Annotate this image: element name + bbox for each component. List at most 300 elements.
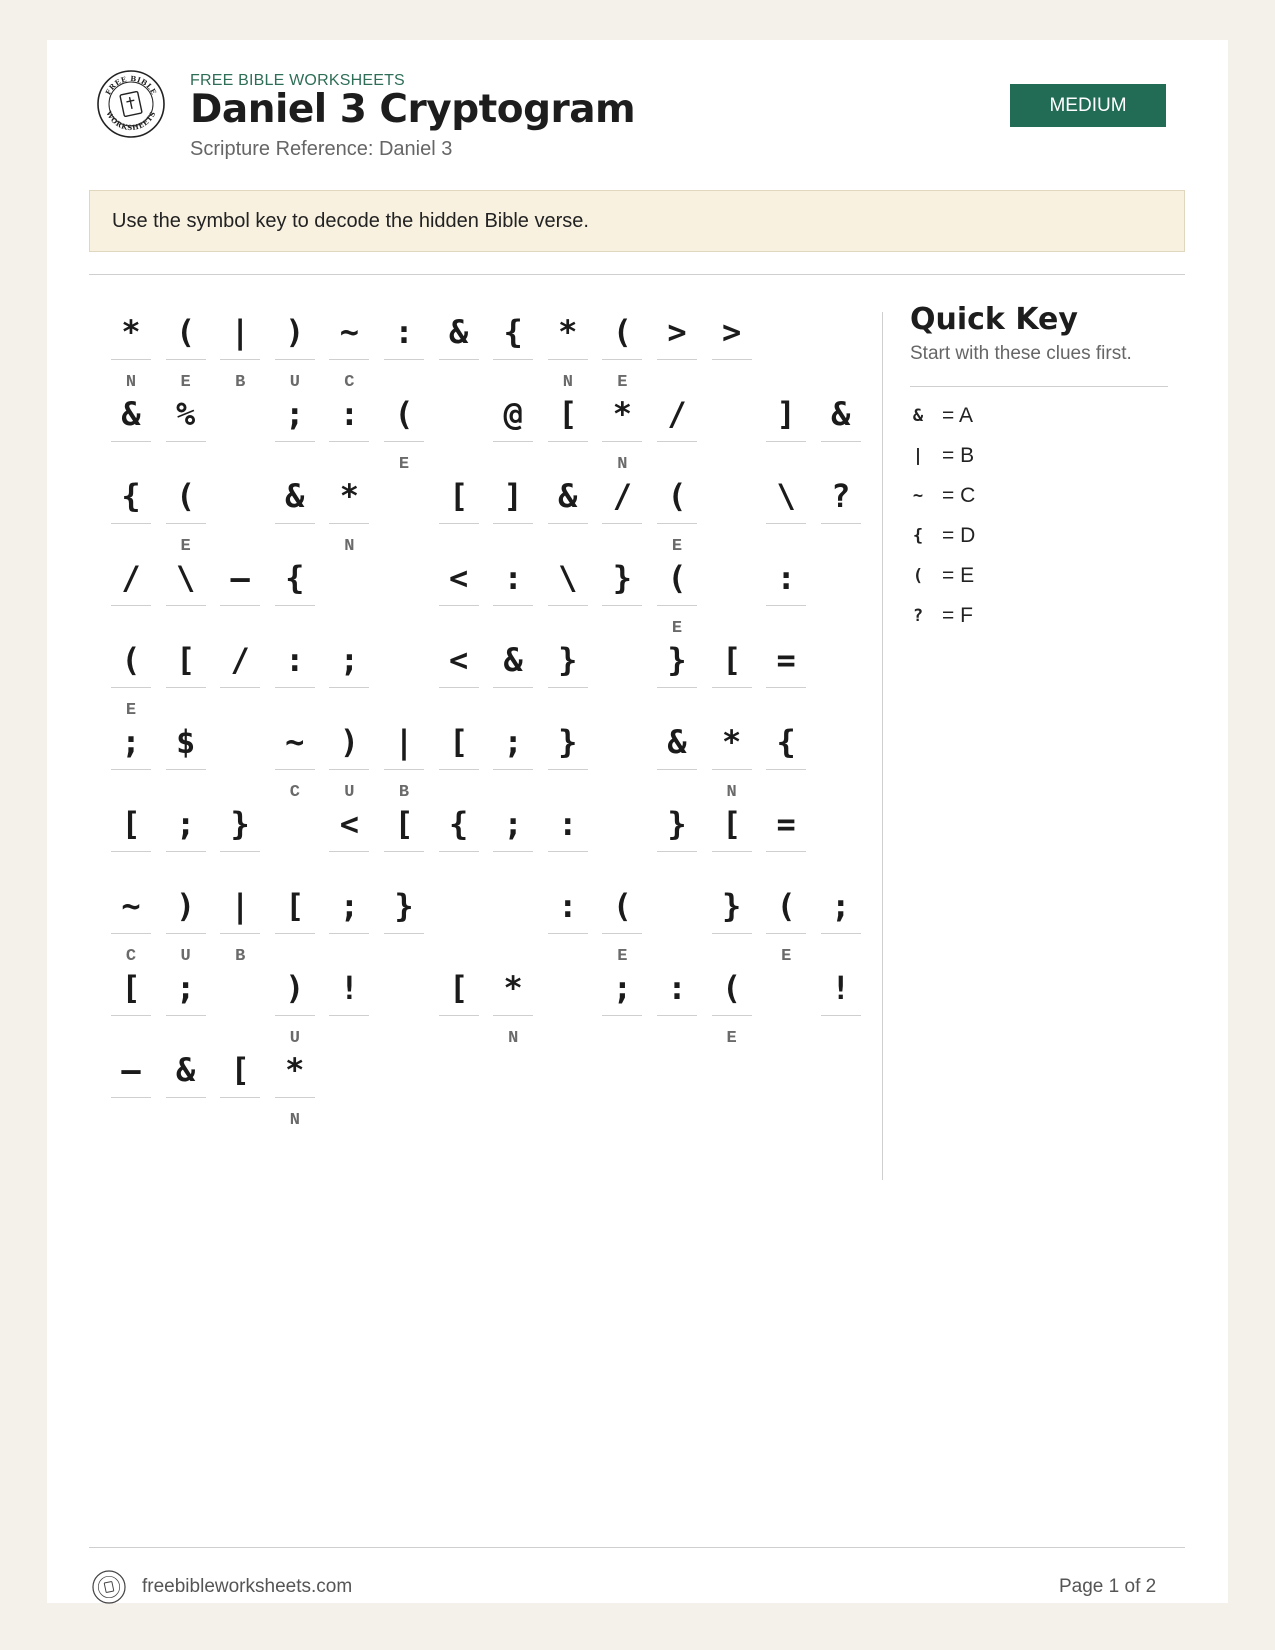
key-entry	[910, 556, 1168, 596]
answer-line	[766, 441, 806, 442]
answer-line	[111, 1097, 151, 1098]
cipher-symbol: =	[776, 805, 796, 843]
answer-line	[384, 851, 424, 852]
quick-key-list	[910, 396, 1168, 636]
answer-line	[712, 851, 752, 852]
cipher-symbol: :	[558, 805, 578, 843]
decoded-letter	[821, 1028, 861, 1050]
cipher-cell[interactable]	[166, 717, 206, 811]
cipher-symbol: ;	[175, 969, 196, 1007]
cipher-symbol: /	[121, 559, 141, 597]
cipher-cell[interactable]	[384, 389, 424, 483]
cryptogram-grid	[111, 307, 851, 1227]
decoded-letter	[602, 1028, 642, 1050]
answer-line	[220, 605, 260, 606]
answer-line	[712, 359, 752, 360]
decoded-letter	[220, 1110, 260, 1132]
cipher-cell[interactable]	[602, 307, 642, 401]
cipher-symbol: (	[175, 313, 196, 351]
answer-line	[493, 359, 533, 360]
decoded-letter	[439, 1028, 479, 1050]
cipher-cell[interactable]	[329, 635, 369, 729]
cipher-cell[interactable]	[220, 307, 260, 401]
cipher-cell[interactable]	[657, 389, 697, 483]
cipher-cell[interactable]	[493, 799, 533, 893]
cipher-cell[interactable]	[111, 717, 151, 811]
cipher-cell[interactable]	[220, 553, 260, 647]
cipher-cell[interactable]	[548, 389, 588, 483]
decoded-letter: E	[180, 537, 191, 556]
cipher-cell[interactable]	[602, 881, 642, 975]
divider	[910, 386, 1168, 387]
cipher-symbol: [	[721, 641, 742, 679]
page-title: Daniel 3 Cryptogram	[190, 87, 636, 132]
answer-line	[111, 523, 151, 524]
cipher-symbol: (	[394, 395, 414, 433]
cipher-cell[interactable]	[166, 963, 206, 1057]
cipher-cell[interactable]	[657, 553, 697, 647]
cipher-symbol: }	[558, 723, 578, 761]
key-symbol: ?	[912, 606, 924, 626]
cipher-symbol: /	[667, 395, 687, 433]
cipher-cell[interactable]	[493, 963, 533, 1057]
cipher-cell[interactable]	[329, 471, 369, 565]
decoded-letter: E	[180, 373, 191, 392]
cipher-cell[interactable]	[275, 553, 315, 647]
cipher-symbol: *	[721, 723, 742, 761]
answer-line	[166, 933, 206, 934]
cipher-symbol: :	[285, 641, 305, 679]
decoded-letter: N	[562, 373, 573, 392]
decoded-letter	[329, 1028, 369, 1050]
cipher-cell[interactable]	[821, 881, 861, 975]
decoded-letter: N	[617, 455, 628, 474]
cipher-symbol: ~	[121, 887, 141, 925]
answer-line	[493, 769, 533, 770]
cipher-cell[interactable]	[166, 881, 206, 975]
cipher-cell[interactable]	[275, 963, 315, 1057]
answer-line	[657, 441, 697, 442]
cipher-cell[interactable]	[384, 307, 424, 401]
cipher-symbol: [	[448, 477, 469, 515]
answer-line	[329, 687, 369, 688]
cipher-cell[interactable]	[220, 635, 260, 729]
decoded-letter: E	[671, 537, 683, 556]
answer-line	[821, 523, 861, 524]
cipher-cell[interactable]	[166, 553, 206, 647]
answer-line	[657, 851, 697, 852]
answer-line	[166, 769, 206, 770]
key-symbol: ~	[912, 486, 924, 506]
cipher-symbol: )	[285, 969, 305, 1007]
cipher-cell[interactable]	[548, 307, 588, 401]
cipher-cell[interactable]	[275, 471, 315, 565]
key-value: = A	[942, 404, 973, 427]
cipher-symbol: }	[558, 641, 578, 679]
cipher-symbol: &	[285, 477, 305, 515]
cipher-symbol: \	[175, 559, 196, 597]
cipher-symbol: ;	[285, 395, 305, 433]
cipher-cell[interactable]	[275, 389, 315, 483]
decoded-letter	[493, 864, 533, 886]
cipher-cell[interactable]	[111, 635, 151, 729]
instructions-text: Use the symbol key to decode the hidden Bible verse.	[112, 210, 589, 232]
cipher-symbol: ;	[612, 969, 633, 1007]
cipher-cell[interactable]	[766, 389, 806, 483]
answer-line	[384, 933, 424, 934]
cipher-symbol: [	[394, 805, 414, 843]
answer-line	[166, 851, 206, 852]
decoded-letter	[602, 618, 642, 640]
cipher-symbol: {	[776, 723, 796, 761]
cipher-symbol: !	[339, 969, 360, 1007]
cipher-cell[interactable]	[821, 471, 861, 565]
answer-line	[275, 933, 315, 934]
cipher-symbol: *	[503, 969, 523, 1007]
cipher-symbol: ~	[285, 723, 305, 761]
decoded-letter: E	[398, 455, 410, 474]
answer-line	[166, 1097, 206, 1098]
cipher-symbol: &	[831, 395, 851, 433]
cipher-cell[interactable]	[712, 963, 752, 1057]
answer-line	[493, 1015, 533, 1016]
cipher-cell[interactable]	[493, 389, 533, 483]
answer-line	[821, 441, 861, 442]
answer-line	[111, 441, 151, 442]
decoded-letter	[821, 536, 861, 558]
answer-line	[111, 605, 151, 606]
cipher-symbol: )	[175, 887, 196, 925]
cipher-symbol: {	[285, 559, 305, 597]
cipher-cell[interactable]	[657, 963, 697, 1057]
cipher-symbol: }	[612, 559, 633, 597]
bible-logo-icon	[96, 69, 166, 139]
cipher-symbol: [	[558, 395, 578, 433]
answer-line	[766, 523, 806, 524]
key-value: = B	[942, 444, 975, 467]
cipher-symbol: *	[121, 313, 141, 351]
cipher-cell[interactable]	[602, 389, 642, 483]
cipher-cell[interactable]	[766, 881, 806, 975]
answer-line	[384, 441, 424, 442]
cipher-symbol: }	[394, 887, 414, 925]
answer-line	[602, 441, 642, 442]
cipher-cell[interactable]	[329, 389, 369, 483]
answer-line	[493, 851, 533, 852]
answer-line	[439, 359, 479, 360]
cipher-cell[interactable]	[821, 389, 861, 483]
cipher-cell[interactable]	[712, 717, 752, 811]
cipher-symbol: (	[612, 887, 633, 925]
cipher-symbol: :	[503, 559, 523, 597]
cipher-symbol: (	[776, 887, 796, 925]
divider	[89, 274, 1185, 275]
answer-line	[384, 359, 424, 360]
answer-line	[275, 1015, 315, 1016]
cipher-cell[interactable]	[220, 799, 260, 893]
cipher-symbol: )	[339, 723, 360, 761]
cipher-symbol: :	[394, 313, 414, 351]
cipher-cell[interactable]	[275, 881, 315, 975]
cipher-symbol: &	[667, 723, 687, 761]
answer-line	[275, 441, 315, 442]
answer-line	[548, 605, 588, 606]
answer-line	[166, 687, 206, 688]
cipher-cell[interactable]	[384, 799, 424, 893]
brand-name: FREE BIBLE WORKSHEETS	[190, 72, 405, 89]
cipher-cell[interactable]	[602, 963, 642, 1057]
cipher-cell[interactable]	[275, 717, 315, 811]
cipher-cell[interactable]	[548, 553, 588, 647]
answer-line	[329, 851, 369, 852]
cipher-symbol: }	[721, 887, 742, 925]
answer-line	[548, 687, 588, 688]
answer-line	[166, 441, 206, 442]
decoded-letter: E	[617, 373, 628, 392]
cipher-cell[interactable]	[821, 963, 861, 1057]
answer-line	[766, 687, 806, 688]
cipher-cell[interactable]	[166, 307, 206, 401]
cipher-symbol: )	[285, 313, 305, 351]
cipher-cell[interactable]	[111, 963, 151, 1057]
cipher-symbol: %	[175, 395, 196, 433]
decoded-letter: U	[289, 373, 300, 392]
answer-line	[548, 359, 588, 360]
cipher-cell[interactable]	[166, 1045, 206, 1139]
cipher-cell[interactable]	[602, 553, 642, 647]
decoded-letter: U	[344, 783, 355, 802]
cipher-symbol: \	[558, 559, 578, 597]
cipher-cell[interactable]	[329, 963, 369, 1057]
cipher-cell[interactable]	[657, 799, 697, 893]
logo-text-bottom: WORKSHEETS	[104, 109, 158, 133]
decoded-letter: N	[726, 783, 737, 802]
decoded-letter	[384, 946, 424, 968]
decoded-letter	[548, 946, 588, 968]
cipher-cell[interactable]	[657, 635, 697, 729]
cipher-symbol: (	[612, 313, 633, 351]
cipher-cell[interactable]	[439, 963, 479, 1057]
cipher-cell[interactable]	[548, 635, 588, 729]
cipher-symbol: ;	[339, 887, 360, 925]
answer-line	[712, 687, 752, 688]
decoded-letter: B	[235, 947, 246, 966]
cipher-cell[interactable]	[329, 881, 369, 975]
cipher-cell[interactable]	[220, 1045, 260, 1139]
cipher-symbol: [	[721, 805, 742, 843]
answer-line	[657, 769, 697, 770]
answer-line	[548, 523, 588, 524]
key-value: = F	[942, 604, 973, 627]
answer-line	[439, 605, 479, 606]
answer-line	[220, 1097, 260, 1098]
answer-line	[329, 523, 369, 524]
cipher-cell[interactable]	[548, 717, 588, 811]
cipher-cell[interactable]	[275, 1045, 315, 1139]
cipher-cell[interactable]	[111, 1045, 151, 1139]
decoded-letter	[657, 1028, 697, 1050]
cipher-symbol: &	[503, 641, 523, 679]
cipher-symbol: @	[503, 395, 523, 433]
answer-line	[657, 359, 697, 360]
cipher-cell[interactable]	[439, 635, 479, 729]
cipher-symbol: ;	[503, 723, 523, 761]
answer-line	[657, 605, 697, 606]
cipher-symbol: –	[121, 1051, 141, 1089]
answer-line	[766, 605, 806, 606]
instructions-box	[89, 190, 1185, 252]
cipher-symbol: {	[121, 477, 141, 515]
decoded-letter: N	[289, 1111, 300, 1130]
key-symbol: (	[912, 566, 924, 586]
answer-line	[111, 359, 151, 360]
cipher-cell[interactable]	[329, 717, 369, 811]
cipher-cell[interactable]	[493, 307, 533, 401]
cipher-symbol: ;	[121, 723, 141, 761]
cipher-cell[interactable]	[439, 717, 479, 811]
key-entry	[910, 596, 1168, 636]
cipher-cell[interactable]	[166, 389, 206, 483]
cipher-cell[interactable]	[439, 799, 479, 893]
key-entry	[910, 476, 1168, 516]
decoded-letter	[166, 1110, 206, 1132]
cipher-cell[interactable]	[657, 717, 697, 811]
footer-divider	[89, 1547, 1185, 1548]
cipher-cell[interactable]	[329, 307, 369, 401]
cipher-cell[interactable]	[275, 307, 315, 401]
cipher-symbol: &	[121, 395, 141, 433]
cipher-cell[interactable]	[166, 799, 206, 893]
decoded-letter: E	[125, 701, 137, 720]
cipher-cell[interactable]	[439, 471, 479, 565]
cipher-cell[interactable]	[493, 717, 533, 811]
cipher-cell[interactable]	[111, 389, 151, 483]
cipher-symbol: /	[230, 641, 250, 679]
answer-line	[766, 933, 806, 934]
cipher-cell[interactable]	[712, 799, 752, 893]
cipher-symbol: }	[230, 805, 250, 843]
cipher-symbol: [	[448, 723, 469, 761]
cipher-cell[interactable]	[766, 471, 806, 565]
cipher-cell[interactable]	[439, 553, 479, 647]
cipher-symbol: =	[776, 641, 796, 679]
cipher-symbol: :	[339, 395, 360, 433]
answer-line	[439, 1015, 479, 1016]
cipher-cell[interactable]	[766, 717, 806, 811]
decoded-letter: U	[180, 947, 191, 966]
answer-line	[220, 687, 260, 688]
cipher-cell[interactable]	[548, 881, 588, 975]
cipher-symbol: (	[667, 559, 687, 597]
cipher-cell[interactable]	[493, 635, 533, 729]
cipher-cell[interactable]	[111, 553, 151, 647]
decoded-letter: B	[398, 783, 410, 802]
cipher-cell[interactable]	[493, 553, 533, 647]
cipher-symbol: |	[230, 887, 250, 925]
cipher-cell[interactable]	[329, 799, 369, 893]
answer-line	[766, 851, 806, 852]
cipher-cell[interactable]	[657, 471, 697, 565]
answer-line	[384, 769, 424, 770]
answer-line	[548, 933, 588, 934]
cipher-cell[interactable]	[766, 553, 806, 647]
answer-line	[439, 687, 479, 688]
cipher-cell[interactable]	[712, 881, 752, 975]
cipher-symbol: [	[285, 887, 305, 925]
cipher-cell[interactable]	[111, 307, 151, 401]
answer-line	[220, 359, 260, 360]
cipher-cell[interactable]	[548, 799, 588, 893]
decoded-letter: E	[781, 947, 792, 966]
cipher-cell[interactable]	[275, 635, 315, 729]
decoded-letter: C	[289, 783, 300, 802]
answer-line	[275, 605, 315, 606]
cipher-cell[interactable]	[220, 881, 260, 975]
cipher-symbol: {	[448, 805, 469, 843]
cipher-symbol: (	[721, 969, 742, 1007]
decoded-letter: N	[125, 373, 137, 392]
cipher-cell[interactable]	[384, 881, 424, 975]
answer-line	[220, 933, 260, 934]
answer-line	[712, 769, 752, 770]
key-symbol: |	[912, 446, 924, 466]
cipher-cell[interactable]	[166, 471, 206, 565]
cipher-cell[interactable]	[766, 635, 806, 729]
cipher-cell[interactable]	[493, 471, 533, 565]
cipher-cell[interactable]	[712, 635, 752, 729]
key-value: = E	[942, 564, 975, 587]
cipher-cell[interactable]	[602, 471, 642, 565]
answer-line	[548, 851, 588, 852]
answer-line	[275, 1097, 315, 1098]
cipher-cell[interactable]	[166, 635, 206, 729]
cipher-cell[interactable]	[712, 307, 752, 401]
cipher-cell[interactable]	[439, 307, 479, 401]
cipher-cell[interactable]	[766, 799, 806, 893]
cipher-symbol: <	[339, 805, 360, 843]
cipher-cell[interactable]	[111, 471, 151, 565]
answer-line	[111, 1015, 151, 1016]
answer-line	[275, 687, 315, 688]
decoded-letter: E	[726, 1029, 737, 1048]
answer-line	[166, 359, 206, 360]
decoded-letter: B	[235, 373, 246, 392]
cipher-symbol: ]	[776, 395, 796, 433]
cipher-symbol: <	[448, 641, 469, 679]
answer-line	[275, 359, 315, 360]
cipher-cell[interactable]	[111, 881, 151, 975]
cipher-cell[interactable]	[657, 307, 697, 401]
cipher-symbol: /	[612, 477, 633, 515]
cipher-symbol: *	[612, 395, 633, 433]
decoded-letter	[220, 700, 260, 722]
answer-line	[275, 769, 315, 770]
key-value: = D	[942, 524, 976, 547]
answer-line	[220, 851, 260, 852]
answer-line	[329, 1015, 369, 1016]
vertical-divider	[882, 312, 883, 1180]
cipher-symbol: :	[667, 969, 687, 1007]
cipher-cell[interactable]	[111, 799, 151, 893]
cipher-symbol: <	[448, 559, 469, 597]
key-symbol: &	[912, 406, 924, 426]
answer-line	[275, 523, 315, 524]
cipher-symbol: &	[558, 477, 578, 515]
cipher-cell[interactable]	[548, 471, 588, 565]
answer-line	[766, 769, 806, 770]
worksheet-page	[47, 40, 1228, 1603]
cipher-cell[interactable]	[384, 717, 424, 811]
